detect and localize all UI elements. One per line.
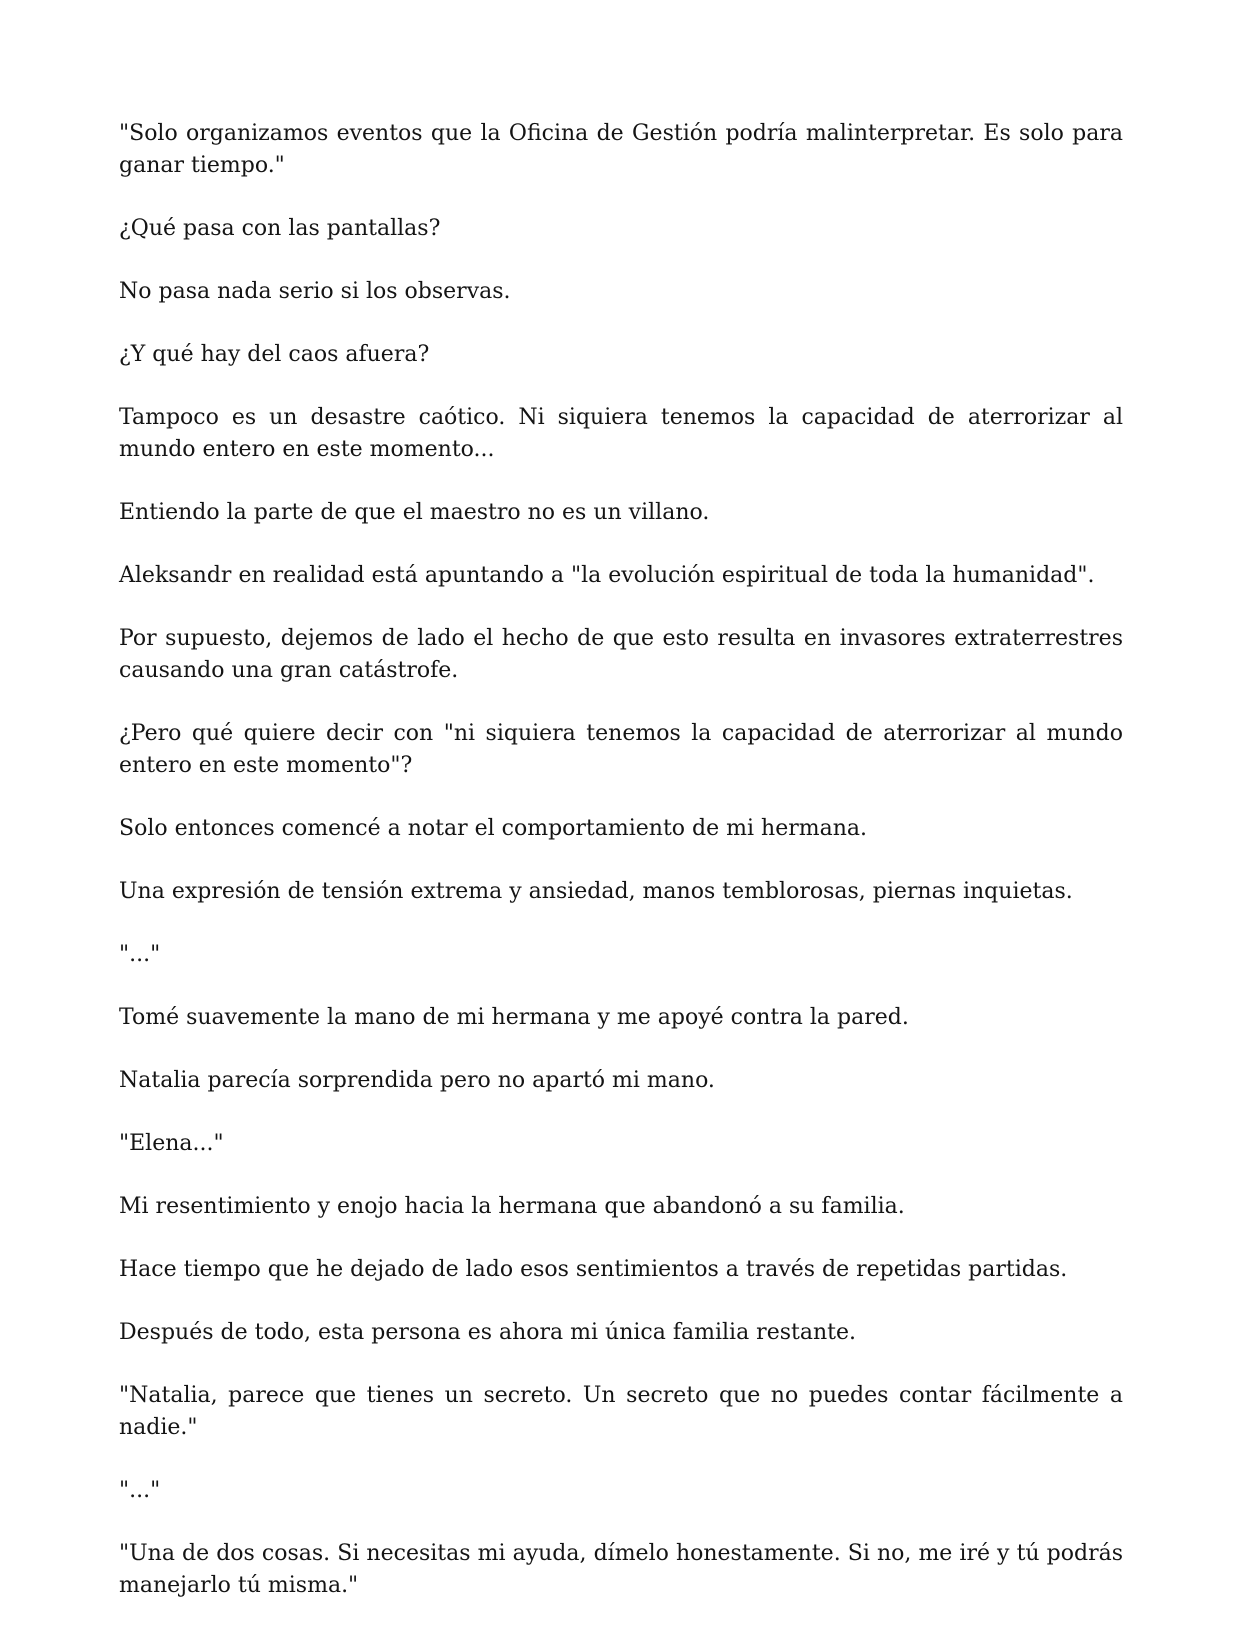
document-body <box>119 118 1123 1633</box>
paragraph: ¿Qué pasa con las pantallas? <box>119 216 441 241</box>
paragraph: Después de todo, esta persona es ahora mi única familia restante. <box>119 1320 856 1345</box>
paragraph: Mi resentimiento y enojo hacia la hermana que abandonó a su familia. <box>119 1194 905 1219</box>
paragraph: Aleksandr en realidad está apuntando a "la evolución espiritual de toda la humanidad". <box>119 563 1095 588</box>
paragraph: Tampoco es un desastre caótico. Ni siquiera tenemos la capacidad de aterrorizar al mundo entero en este momento... <box>119 405 1123 462</box>
paragraph: Una expresión de tensión extrema y ansiedad, manos temblorosas, piernas inquietas. <box>119 879 1073 904</box>
paragraph: Por supuesto, dejemos de lado el hecho de que esto resulta en invasores extraterrestres causando una gran catástrofe. <box>119 626 1123 683</box>
paragraph: No pasa nada serio si los observas. <box>119 279 511 304</box>
paragraph: ¿Pero qué quiere decir con "ni siquiera tenemos la capacidad de aterrorizar al mundo entero en este momento"? <box>119 721 1123 778</box>
paragraph: "Una de dos cosas. Si necesitas mi ayuda, dímelo honestamente. Si no, me iré y tú podrás manejarlo tú misma." <box>119 1541 1123 1598</box>
paragraph: "..." <box>119 1478 161 1503</box>
paragraph: Hace tiempo que he dejado de lado esos sentimientos a través de repetidas partidas. <box>119 1257 1068 1282</box>
paragraph: Natalia parecía sorprendida pero no apartó mi mano. <box>119 1068 715 1093</box>
paragraph: Entiendo la parte de que el maestro no es un villano. <box>119 500 710 525</box>
paragraph: "Solo organizamos eventos que la Oficina de Gestión podría malinterpretar. Es solo para ganar tiempo." <box>119 121 1123 178</box>
paragraph: Solo entonces comencé a notar el comportamiento de mi hermana. <box>119 816 867 841</box>
paragraph: Tomé suavemente la mano de mi hermana y me apoyé contra la pared. <box>119 1005 909 1030</box>
paragraph: "..." <box>119 942 161 967</box>
paragraph: ¿Y qué hay del caos afuera? <box>119 342 430 367</box>
paragraph: "Natalia, parece que tienes un secreto. Un secreto que no puedes contar fácilmente a nadie." <box>119 1383 1123 1440</box>
paragraph: "Elena..." <box>119 1131 224 1156</box>
